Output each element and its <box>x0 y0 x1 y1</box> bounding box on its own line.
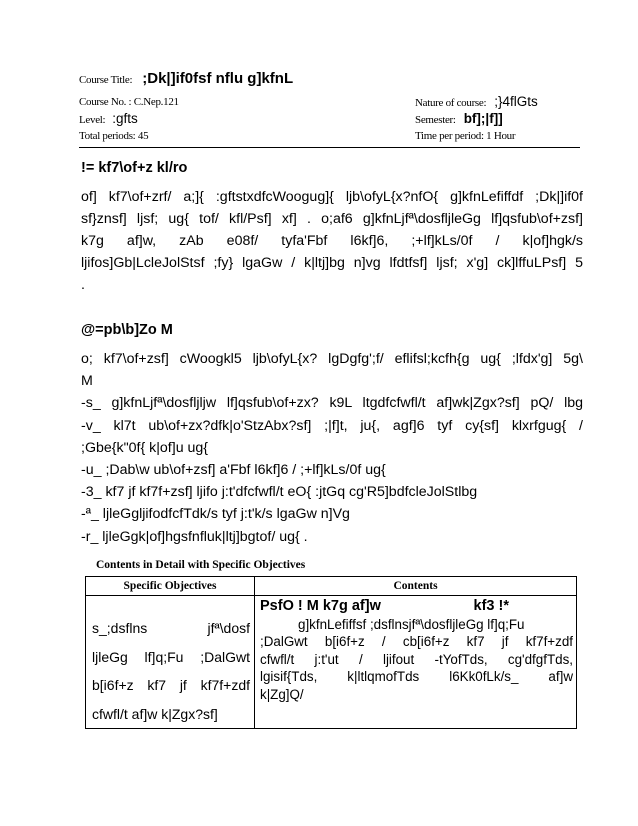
column-header-objectives: Specific Objectives <box>86 577 255 596</box>
content-line: k|Zg]Q/ <box>260 686 304 702</box>
level-row <box>79 110 138 128</box>
nature-of-course-label: Nature of course: <box>415 97 487 109</box>
content-line: g]kfnLefiffsf ;dsflnsjfª\dosfljleGg lf]q;Fu <box>298 616 525 632</box>
header-divider <box>79 147 580 148</box>
objective-line: s_;dsflns jfª\dosf <box>92 620 250 636</box>
list-item: -s_ g]kfnLjfª\dosfljljw lf]qsfub\of+zx? k9L ltgdfcfwfl/t af]wk|Zgx?sf] pQ/ lbg <box>81 395 583 412</box>
paragraph-line: of] kf7\of+zrf/ a;]{ :gftstxdfcWoogug]{ ljb\ofyL{x?nfO{ g]kfnLefiffdf ;Dk|]if0f <box>81 189 583 205</box>
column-header-contents: Contents <box>255 577 577 596</box>
list-item: o; kf7\of+zsf] cWoogkl5 ljb\ofyL{x? lgDgfg';f/ eflifsl;kcfh{g ug{ ;lfdx'g] 5g\ <box>81 351 583 367</box>
table-header-row <box>86 577 577 596</box>
content-line: cfwfl/t j:t'ut / ljifout -tYofTds, cg'dfgfTds, <box>260 651 573 667</box>
content-line: ;DalGwt b[i6f+z / cb[i6f+z kf7 jf kf7f+zdf <box>260 634 573 650</box>
content-line: lgisif{Tds, k|ltlqmofTds l6Kk0fLk/s_ af]w <box>260 669 573 685</box>
course-number: Course No. : C.Nep.121 <box>79 96 179 108</box>
objectives-list <box>81 348 583 548</box>
level-label: Level: <box>79 114 106 126</box>
semester-value: bf];|f]] <box>463 111 503 126</box>
semester-label: Semester: <box>415 114 456 126</box>
section-1-heading: != kf7\of+z kl/ro <box>81 160 188 176</box>
objective-line: b[i6f+z kf7 jf kf7f+zdf <box>92 677 250 693</box>
paragraph-line: . <box>81 277 85 293</box>
list-item: -3_ kf7 jf kf7f+zsf] ljifo j:t'dfcfwfl/t eO{ :jtGq cg'R5]bdfcleJolStlbg <box>81 484 478 501</box>
objectives-cell <box>86 596 255 729</box>
section-1-paragraph <box>81 186 583 296</box>
level-value: :gfts <box>112 111 138 126</box>
list-item: -u_ ;Dab\w ub\of+zsf] a'Fbf l6kf]6 / ;+lf]kLs/0f ug{ <box>81 462 386 479</box>
list-item: -ª_ ljleGgljifodfcfTdk/s tyf j:t'k/s lgaGw n]Vg <box>81 506 350 523</box>
list-item: M <box>81 373 93 390</box>
course-title-value: ;Dk|]if0fsf nflu g]kfnL <box>142 70 294 87</box>
total-periods: Total periods: 45 <box>79 130 149 142</box>
course-title-row <box>79 70 293 88</box>
paragraph-line: ljifos]Gb|LcleJolStsf ;fy} lgaGw / k|ltj]bg n]vg lfdtfsf] ljsf; x'g] ck]lffuLPsf] 5 <box>81 255 583 271</box>
course-title-label: Course Title: <box>79 74 133 86</box>
nature-of-course-value: ;}4flGts <box>494 94 538 109</box>
unit-heading <box>260 598 573 616</box>
unit-hours: kf3 !* <box>473 598 509 614</box>
list-item: -v_ kl7t ub\of+zx?dfk|o'StzAbx?sf] ;|f]t, ju{, agf]6 tyf cy{sf] klxrfgug{ / <box>81 417 583 434</box>
objective-line: cfwfl/t af]w k|Zgx?sf] <box>92 705 218 722</box>
course-header <box>79 68 580 148</box>
contents-table <box>85 576 577 729</box>
table-row <box>86 596 577 729</box>
table-caption: Contents in Detail with Specific Objectives <box>96 559 306 571</box>
paragraph-line: sf}znsf] ljsf; ug{ tof/ kfl/Psf] xf] . o;af6 g]kfnLjfª\dosfljleGg lf]qsfub\of+zsf] <box>81 211 583 227</box>
objective-line: ljleGg lf]q;Fu ;DalGwt <box>92 648 250 665</box>
unit-title: PsfO ! M k7g af]w <box>260 598 381 614</box>
section-2-heading: @=pb\b]Zo M <box>81 322 173 338</box>
semester-row <box>415 110 503 128</box>
list-item: -r_ ljleGgk|of]hgsfnfluk|ltj]bgtof/ ug{ . <box>81 528 308 545</box>
contents-cell <box>255 596 577 729</box>
paragraph-line: k7g af]w, zAb e08f/ tyfa'Fbf l6kf]6, ;+lf]kLs/0f / k|of]hgk/s <box>81 233 583 249</box>
list-item: ;Gbe{k"0f{ k|of]u ug{ <box>81 439 209 456</box>
time-per-period: Time per period: 1 Hour <box>415 130 516 142</box>
nature-of-course-row <box>415 93 538 111</box>
